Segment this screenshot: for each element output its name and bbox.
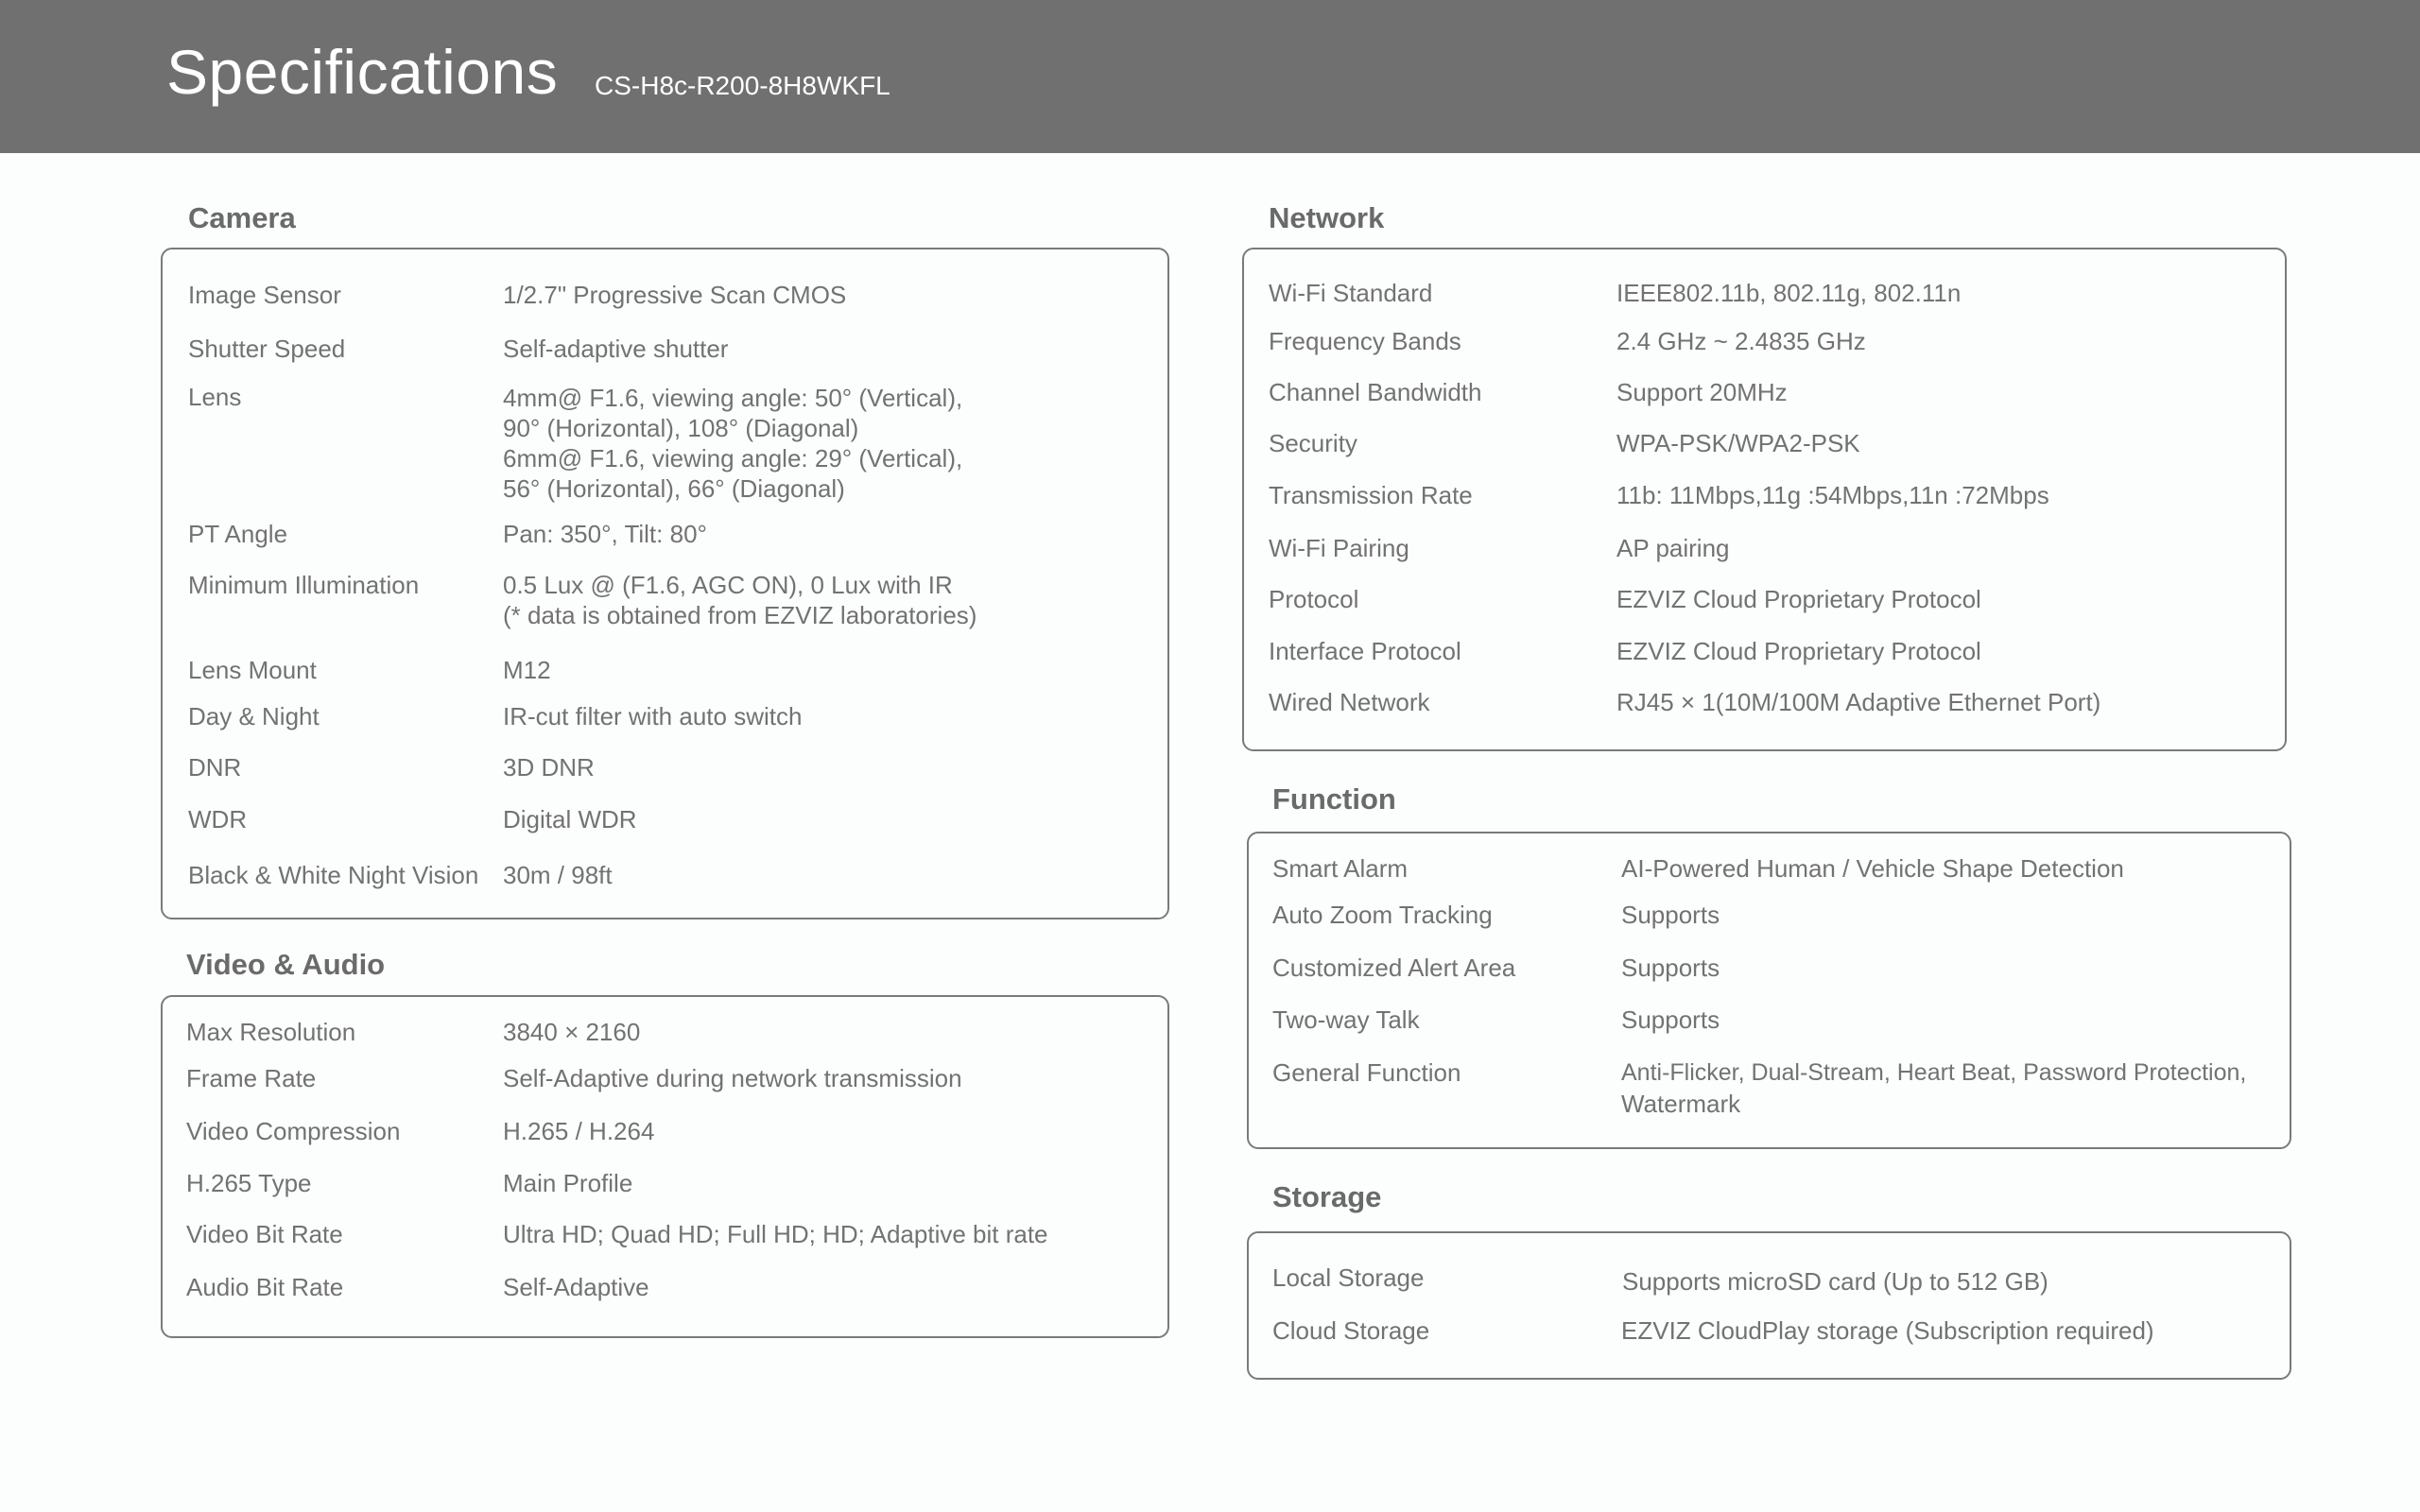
spec-label: Black & White Night Vision bbox=[188, 861, 479, 889]
spec-label: Video Compression bbox=[186, 1117, 401, 1145]
section-title-network: Network bbox=[1269, 201, 1385, 234]
spec-value: 1/2.7" Progressive Scan CMOS bbox=[503, 281, 847, 309]
spec-label: Security bbox=[1269, 429, 1357, 457]
spec-value: Supports bbox=[1621, 954, 1720, 982]
spec-label: General Function bbox=[1272, 1058, 1461, 1087]
section-title-video-audio: Video & Audio bbox=[186, 948, 386, 981]
spec-label: Transmission Rate bbox=[1269, 481, 1473, 509]
spec-value: Main Profile bbox=[503, 1169, 633, 1197]
spec-value: Self-adaptive shutter bbox=[503, 335, 729, 363]
spec-value: 2.4 GHz ~ 2.4835 GHz bbox=[1616, 327, 1866, 355]
spec-label: Max Resolution bbox=[186, 1018, 356, 1046]
spec-value: IEEE802.11b, 802.11g, 802.11n bbox=[1616, 279, 1962, 307]
storage-spec-box bbox=[1247, 1231, 2291, 1380]
spec-label: Channel Bandwidth bbox=[1269, 378, 1482, 406]
spec-label: WDR bbox=[188, 805, 248, 833]
spec-label: Lens Mount bbox=[188, 656, 317, 684]
section-title-storage: Storage bbox=[1272, 1180, 1382, 1213]
spec-value: WPA-PSK/WPA2-PSK bbox=[1616, 429, 1860, 457]
spec-label: Frequency Bands bbox=[1269, 327, 1461, 355]
spec-label: Lens bbox=[188, 383, 242, 411]
spec-label: Auto Zoom Tracking bbox=[1272, 901, 1493, 929]
spec-value-line: (* data is obtained from EZVIZ laboratories) bbox=[503, 601, 977, 629]
page-header bbox=[0, 0, 2420, 153]
spec-value: Self-Adaptive bbox=[503, 1273, 649, 1301]
spec-value-line: 90° (Horizontal), 108° (Diagonal) bbox=[503, 414, 859, 442]
spec-value: EZVIZ CloudPlay storage (Subscription required) bbox=[1621, 1316, 2154, 1345]
section-title-camera: Camera bbox=[188, 201, 296, 234]
spec-label: Customized Alert Area bbox=[1272, 954, 1516, 982]
spec-label: Wi-Fi Standard bbox=[1269, 279, 1433, 307]
spec-label: DNR bbox=[188, 753, 242, 782]
spec-value: Self-Adaptive during network transmission bbox=[503, 1064, 962, 1092]
spec-value: EZVIZ Cloud Proprietary Protocol bbox=[1616, 637, 1981, 665]
spec-label: Image Sensor bbox=[188, 281, 341, 309]
spec-value: Supports microSD card (Up to 512 GB) bbox=[1622, 1267, 2048, 1296]
model-number: CS-H8c-R200-8H8WKFL bbox=[595, 71, 890, 100]
spec-value: Support 20MHz bbox=[1616, 378, 1788, 406]
spec-label: PT Angle bbox=[188, 520, 288, 548]
spec-value-line: Anti-Flicker, Dual-Stream, Heart Beat, Password Protection, bbox=[1621, 1059, 2247, 1086]
spec-value-line: 4mm@ F1.6, viewing angle: 50° (Vertical), bbox=[503, 384, 963, 412]
page-title: Specifications bbox=[166, 37, 559, 107]
spec-value: 11b: 11Mbps,11g :54Mbps,11n :72Mbps bbox=[1616, 481, 2049, 509]
spec-value: Supports bbox=[1621, 901, 1720, 929]
spec-label: Minimum Illumination bbox=[188, 571, 420, 599]
spec-value: RJ45 × 1(10M/100M Adaptive Ethernet Port) bbox=[1616, 688, 2101, 716]
spec-label: Interface Protocol bbox=[1269, 637, 1461, 665]
spec-label: Protocol bbox=[1269, 585, 1359, 613]
spec-label: Audio Bit Rate bbox=[186, 1273, 344, 1301]
spec-label: Shutter Speed bbox=[188, 335, 346, 363]
spec-value-line: 56° (Horizontal), 66° (Diagonal) bbox=[503, 474, 845, 503]
spec-label: Video Bit Rate bbox=[186, 1220, 343, 1248]
spec-label: Two-way Talk bbox=[1272, 1005, 1420, 1034]
spec-label: Smart Alarm bbox=[1272, 854, 1409, 883]
spec-value-line: 6mm@ F1.6, viewing angle: 29° (Vertical), bbox=[503, 444, 963, 472]
section-title-function: Function bbox=[1272, 782, 1396, 816]
spec-label: Wired Network bbox=[1269, 688, 1430, 716]
spec-value: AI-Powered Human / Vehicle Shape Detection bbox=[1621, 854, 2124, 883]
spec-label: Day & Night bbox=[188, 702, 320, 730]
spec-value: H.265 / H.264 bbox=[503, 1117, 655, 1145]
spec-value: M12 bbox=[503, 656, 551, 684]
spec-value: Pan: 350°, Tilt: 80° bbox=[503, 520, 707, 548]
spec-label: Wi-Fi Pairing bbox=[1269, 534, 1409, 562]
spec-value-line: 0.5 Lux @ (F1.6, AGC ON), 0 Lux with IR bbox=[503, 571, 953, 599]
spec-value: EZVIZ Cloud Proprietary Protocol bbox=[1616, 585, 1981, 613]
spec-label: Frame Rate bbox=[186, 1064, 317, 1092]
spec-value: 3840 × 2160 bbox=[503, 1018, 641, 1046]
spec-label: Cloud Storage bbox=[1272, 1316, 1430, 1345]
spec-value: 30m / 98ft bbox=[503, 861, 613, 889]
spec-value: IR-cut filter with auto switch bbox=[503, 702, 803, 730]
spec-value: 3D DNR bbox=[503, 753, 595, 782]
spec-value: AP pairing bbox=[1616, 534, 1730, 562]
spec-label: Local Storage bbox=[1272, 1263, 1425, 1292]
spec-value-line: Watermark bbox=[1621, 1090, 1741, 1118]
spec-value: Digital WDR bbox=[503, 805, 637, 833]
spec-value: Supports bbox=[1621, 1005, 1720, 1034]
spec-label: H.265 Type bbox=[186, 1169, 312, 1197]
spec-value: Ultra HD; Quad HD; Full HD; HD; Adaptive bit rate bbox=[503, 1220, 1048, 1248]
